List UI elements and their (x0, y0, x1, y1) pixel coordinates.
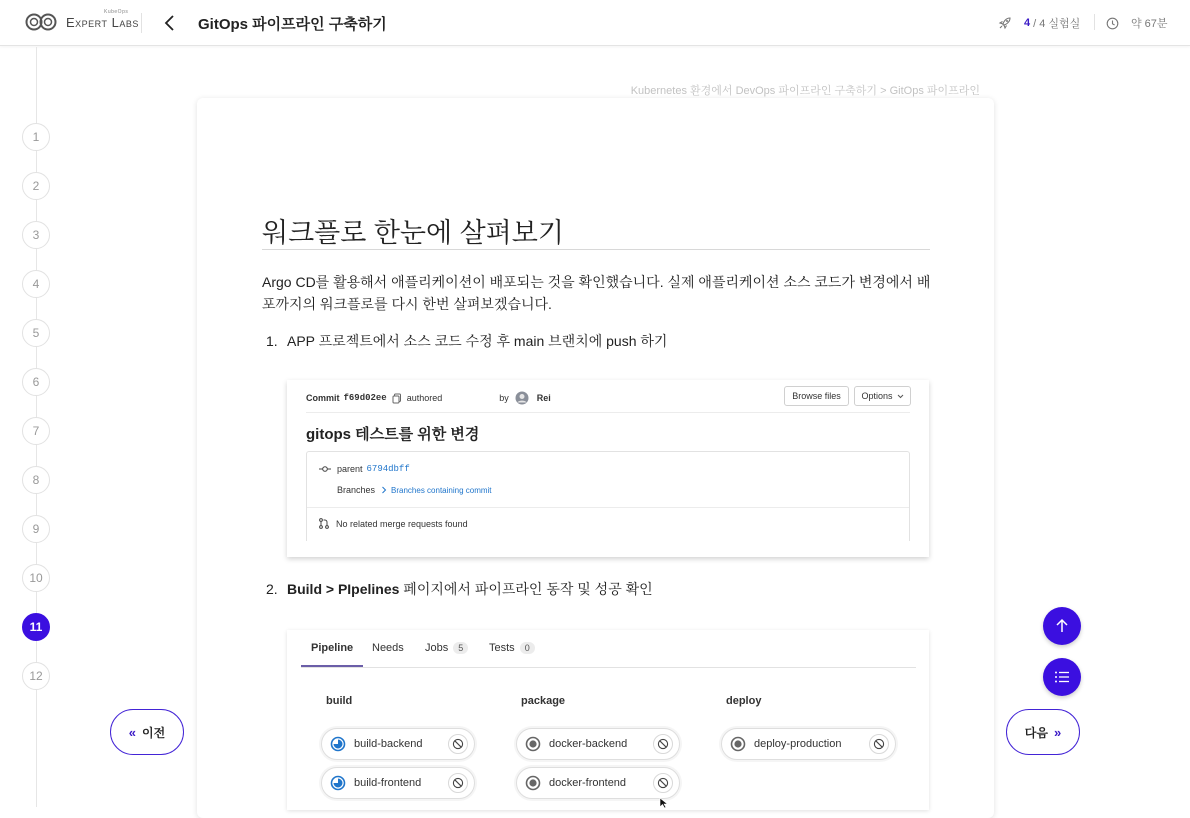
tab-pipeline-label: Pipeline (311, 642, 354, 654)
header-divider (141, 13, 142, 33)
list-number-2: 2. (266, 581, 278, 597)
cancel-job-icon[interactable] (448, 773, 468, 793)
author-avatar-icon (515, 391, 529, 405)
job-docker-frontend[interactable] (516, 767, 680, 799)
author-name[interactable]: Rei (536, 393, 551, 403)
active-tab-underline (301, 665, 363, 667)
cancel-job-icon[interactable] (653, 773, 673, 793)
list-item-1 (266, 331, 667, 351)
commit-node-icon (319, 465, 331, 473)
step-4[interactable]: 4 (22, 270, 50, 298)
list-text-2: 페이지에서 파이프라인 동작 및 성공 확인 (399, 581, 653, 597)
clock-icon (1106, 17, 1119, 30)
intro-paragraph: Argo CD를 활용해서 애플리케이션이 배포되는 것을 확인했습니다. 실제 애플리케이션 소스 코드가 변경에서 배포까지의 워크플로를 다시 한번 살펴보겠습니다. (262, 274, 931, 312)
estimated-time (1106, 15, 1168, 31)
merge-requests-text: No related merge requests found (336, 518, 468, 529)
logo-brand-text: Expert Labs (66, 14, 139, 30)
step-6[interactable]: 6 (22, 368, 50, 396)
commit-label: Commit (306, 393, 340, 403)
mouse-cursor-icon (659, 797, 669, 809)
tab-tests-label: Tests (489, 642, 515, 654)
authored-label: authored (406, 393, 443, 403)
lab-progress (998, 15, 1080, 31)
created-status-icon (525, 775, 541, 791)
pipeline-tabs (301, 630, 916, 668)
header-divider-2 (1094, 14, 1095, 30)
back-chevron-icon[interactable] (160, 12, 180, 34)
job-name: docker-frontend (549, 777, 627, 789)
branches-containing-link[interactable]: Branches containing commit (391, 485, 492, 495)
logo-small-text: KubeOps (104, 8, 129, 15)
merge-request-icon (319, 518, 329, 529)
options-label: Options (861, 391, 893, 401)
double-chevron-right-icon: » (1053, 724, 1062, 740)
commit-info-box (306, 451, 910, 541)
tab-needs[interactable] (372, 642, 404, 654)
page-title: GitOps 파이프라인 구축하기 (198, 16, 387, 33)
step-3[interactable]: 3 (22, 221, 50, 249)
commit-screenshot (287, 380, 929, 557)
heading-underline (262, 249, 930, 250)
step-12[interactable]: 12 (22, 662, 50, 690)
tab-tests[interactable] (489, 642, 535, 654)
created-status-icon (730, 736, 746, 752)
list-number-1: 1. (266, 333, 278, 349)
step-7[interactable]: 7 (22, 417, 50, 445)
next-button[interactable] (1006, 709, 1080, 755)
time-value: 약 67분 (1131, 18, 1168, 30)
stage-build: build (326, 695, 353, 707)
job-name: build-frontend (354, 777, 422, 789)
job-deploy-production[interactable] (721, 728, 896, 760)
logo-text (66, 8, 139, 30)
progress-current: 4 (1024, 17, 1031, 29)
browse-files-button[interactable]: Browse files (784, 386, 849, 406)
rocket-icon (998, 16, 1012, 30)
table-of-contents-button[interactable] (1043, 658, 1081, 696)
list-icon (1054, 670, 1070, 684)
job-build-frontend[interactable] (321, 767, 475, 799)
step-11-active[interactable]: 11 (22, 613, 50, 641)
step-9[interactable]: 9 (22, 515, 50, 543)
prev-button[interactable] (110, 709, 184, 755)
scroll-top-button[interactable] (1043, 607, 1081, 645)
tab-pipeline[interactable] (311, 642, 353, 654)
list-bold-2: Build > PIpelines (287, 581, 400, 597)
job-docker-backend[interactable] (516, 728, 680, 760)
job-name: build-backend (354, 738, 423, 750)
branches-row (337, 485, 492, 495)
job-name: docker-backend (549, 738, 628, 750)
top-bar (0, 0, 1190, 46)
step-5[interactable]: 5 (22, 319, 50, 347)
job-name: deploy-production (754, 738, 842, 750)
pipeline-screenshot (287, 630, 929, 810)
step-1[interactable]: 1 (22, 123, 50, 151)
tab-jobs[interactable] (425, 642, 468, 654)
stage-deploy: deploy (726, 695, 762, 707)
parent-label: parent (337, 464, 363, 474)
parent-row (319, 464, 410, 474)
arrow-up-icon (1054, 618, 1070, 634)
cancel-job-icon[interactable] (869, 734, 889, 754)
tab-needs-label: Needs (372, 642, 404, 654)
breadcrumb: Kubernetes 환경에서 DevOps 파이프라인 구축하기 > GitOps 파이프라인 (630, 85, 980, 97)
running-status-icon (330, 736, 346, 752)
stage-package: package (521, 695, 566, 707)
list-text-1: APP 프로젝트에서 소스 코드 수정 후 main 브랜치에 push 하기 (287, 333, 668, 349)
merge-requests-row (319, 518, 468, 529)
jobs-count-badge: 5 (453, 642, 468, 654)
commit-info-separator (307, 507, 909, 508)
cancel-job-icon[interactable] (653, 734, 673, 754)
tab-jobs-label: Jobs (425, 642, 449, 654)
step-8[interactable]: 8 (22, 466, 50, 494)
list-item-2 (266, 579, 653, 599)
chevron-down-icon (897, 394, 904, 399)
created-status-icon (525, 736, 541, 752)
by-label: by (499, 393, 509, 403)
cancel-job-icon[interactable] (448, 734, 468, 754)
commit-title: gitops 테스트를 위한 변경 (306, 426, 480, 443)
step-10[interactable]: 10 (22, 564, 50, 592)
parent-hash-link[interactable]: 6794dbff (366, 464, 410, 474)
commit-hash: f69d02ee (343, 393, 387, 403)
commit-divider (306, 412, 910, 413)
double-chevron-left-icon: « (128, 724, 137, 740)
copy-icon[interactable] (392, 393, 402, 404)
job-build-backend[interactable] (321, 728, 475, 760)
running-status-icon (330, 775, 346, 791)
tests-count-badge: 0 (520, 642, 535, 654)
next-label: 다음 (1024, 725, 1048, 740)
progress-total: / 4 실험실 (1033, 18, 1081, 30)
section-heading: 워크플로 한눈에 살펴보기 (262, 218, 564, 248)
chevron-right-icon (381, 486, 387, 494)
step-2[interactable]: 2 (22, 172, 50, 200)
logo-infinity-icon (24, 11, 58, 33)
logo[interactable] (24, 8, 139, 33)
prev-label: 이전 (142, 725, 166, 740)
commit-header-row (306, 391, 551, 405)
branches-label: Branches (337, 485, 376, 495)
options-button[interactable] (854, 386, 911, 406)
